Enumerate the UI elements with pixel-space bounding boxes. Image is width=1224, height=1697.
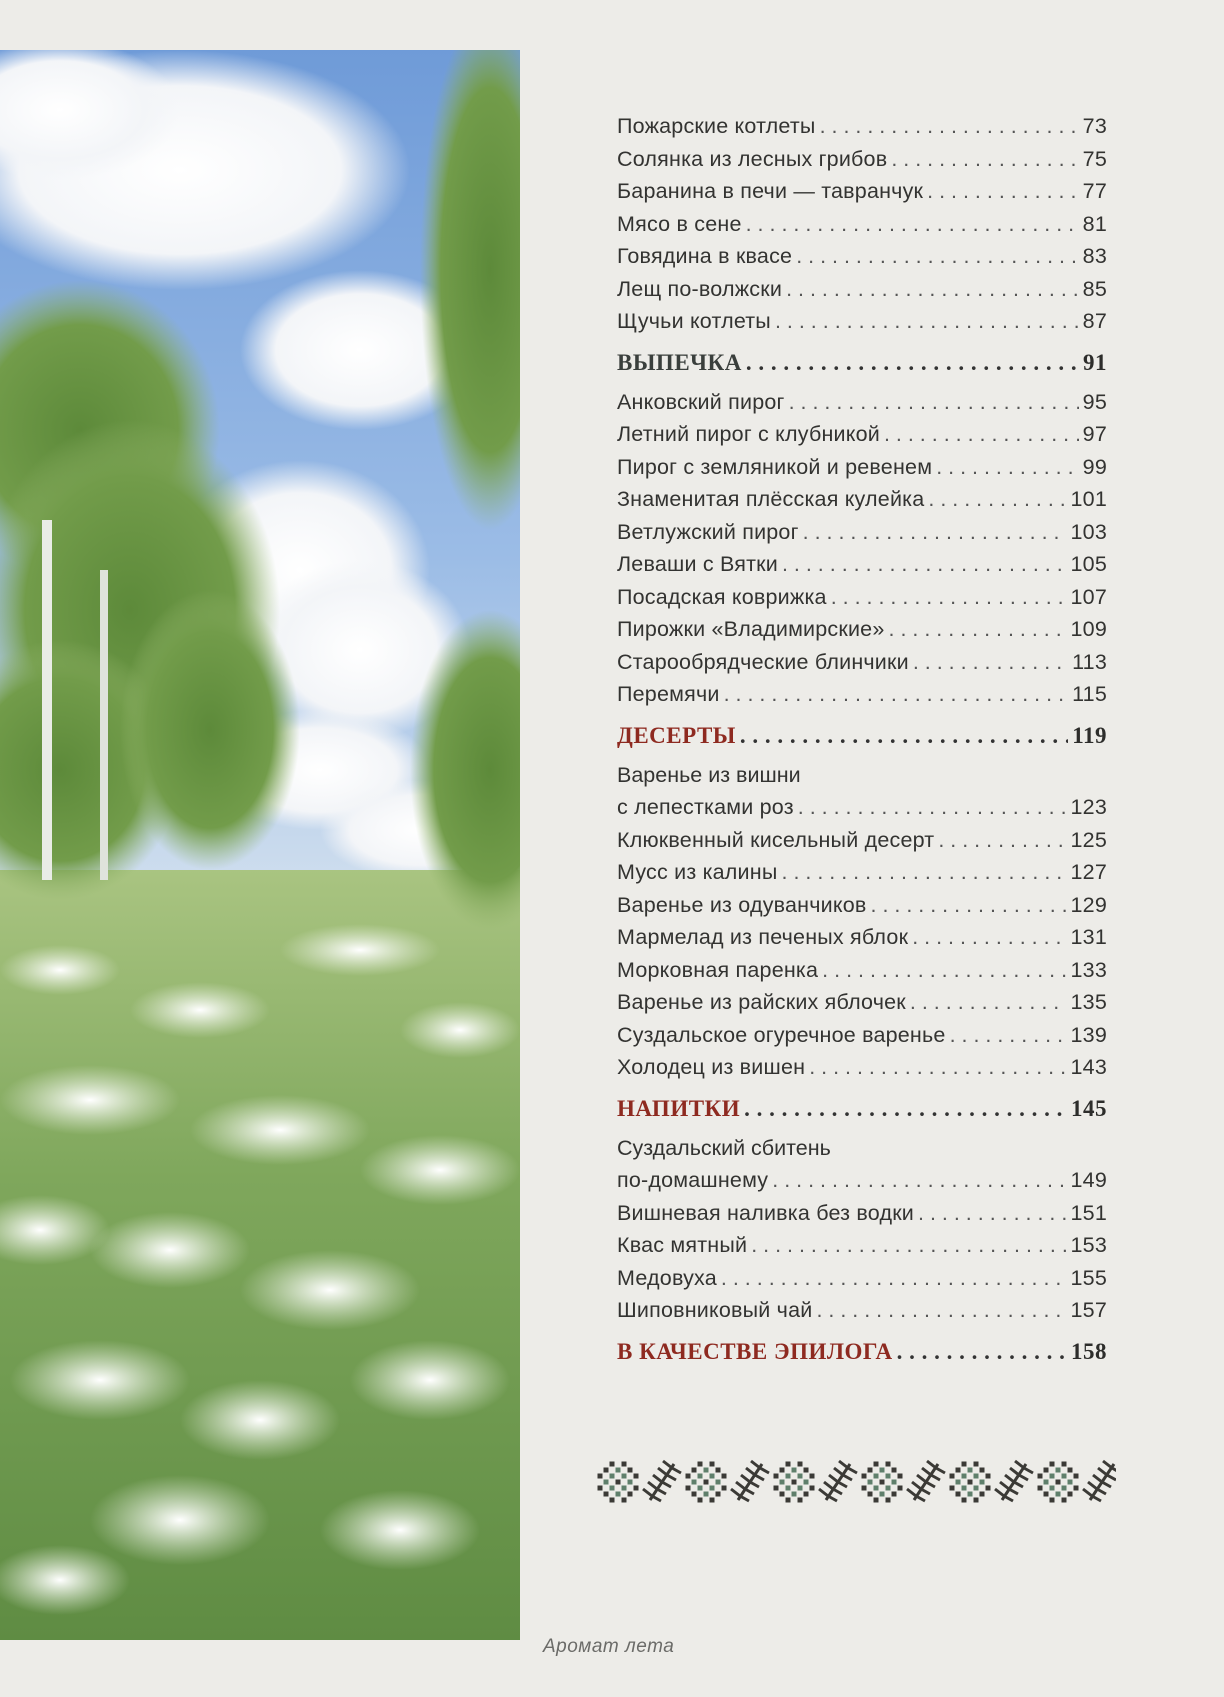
dot-leader xyxy=(724,678,1069,711)
toc-entry-title: Летний пирог с клубникой xyxy=(617,422,880,446)
toc-entry-first-line: Суздальский сбитень xyxy=(617,1135,831,1160)
toc-entry-page: 107 xyxy=(1070,584,1107,609)
toc-group-baking xyxy=(617,386,1107,711)
toc-entry[interactable] xyxy=(617,613,1107,646)
toc-entry[interactable] xyxy=(617,451,1107,484)
section-page: 158 xyxy=(1071,1338,1107,1364)
dot-leader xyxy=(928,483,1066,516)
toc-entry-title: по-домашнему xyxy=(617,1168,769,1192)
toc-entry-page: 87 xyxy=(1082,309,1107,333)
toc-entry[interactable] xyxy=(617,516,1107,549)
toc-entry[interactable] xyxy=(617,386,1107,419)
toc-section-desserts[interactable] xyxy=(617,713,1107,759)
toc-entry[interactable] xyxy=(617,954,1107,987)
toc-entry-title: Медовуха xyxy=(617,1265,717,1290)
toc-entry-title: Мясо в сене xyxy=(617,211,742,236)
ornament-rosette xyxy=(598,1462,639,1503)
toc-entry[interactable] xyxy=(617,1019,1107,1052)
dot-leader xyxy=(884,418,1079,451)
toc-entry[interactable] xyxy=(617,143,1107,176)
toc-entry-title: Суздальское огуречное варенье xyxy=(617,1022,946,1047)
section-title: В КАЧЕСТВЕ ЭПИЛОГА xyxy=(617,1338,893,1364)
toc-entry-page: 81 xyxy=(1082,211,1107,236)
dot-leader xyxy=(789,386,1079,419)
dot-leader xyxy=(809,1051,1066,1084)
toc-entry-title: Анковский пирог xyxy=(617,389,785,414)
toc-entry-page: 149 xyxy=(1070,1168,1107,1192)
toc-entry-page: 135 xyxy=(1070,990,1107,1014)
birch-meadow-photo xyxy=(0,50,520,1640)
toc-entry-title: Щучьи котлеты xyxy=(617,309,771,333)
ornament-branch xyxy=(1083,1461,1116,1501)
section-page: 119 xyxy=(1072,722,1107,748)
toc-entry-title: Пирог с земляникой и ревенем xyxy=(617,454,933,479)
toc-entry-title: Морковная паренка xyxy=(617,957,819,982)
dot-leader xyxy=(897,1329,1067,1375)
toc-entry[interactable] xyxy=(617,548,1107,581)
toc-entry-page: 109 xyxy=(1070,617,1107,641)
toc-entry-title: Баранина в печи — тавранчук xyxy=(617,179,924,203)
toc-section-drinks[interactable] xyxy=(617,1086,1107,1132)
toc-entry-page: 83 xyxy=(1082,244,1107,268)
toc-entry-title: Квас мятный xyxy=(617,1233,748,1257)
toc-entry-title: Солянка из лесных грибов xyxy=(617,146,888,171)
dot-leader xyxy=(927,175,1079,208)
dot-leader xyxy=(910,986,1067,1019)
ornament-branch xyxy=(819,1461,857,1501)
dot-leader xyxy=(831,581,1067,614)
toc-entry[interactable] xyxy=(617,921,1107,954)
toc-entry-page: 123 xyxy=(1070,795,1107,819)
dot-leader xyxy=(822,954,1066,987)
toc-entry-title: Лещ по-волжски xyxy=(617,276,783,301)
table-of-contents xyxy=(617,110,1107,1375)
toc-entry-page: 139 xyxy=(1070,1022,1107,1047)
ornament-branch xyxy=(731,1461,769,1501)
toc-entry-page: 127 xyxy=(1070,860,1107,884)
toc-entry-page: 131 xyxy=(1070,925,1107,949)
toc-entry-title: Мусс из калины xyxy=(617,860,778,884)
dot-leader xyxy=(816,1294,1066,1327)
dot-leader xyxy=(889,613,1067,646)
dot-leader xyxy=(871,889,1067,922)
toc-entry-page: 143 xyxy=(1070,1055,1107,1079)
toc-entry-page: 101 xyxy=(1070,487,1107,511)
ornament-rosette xyxy=(862,1462,903,1503)
toc-entry[interactable] xyxy=(617,1229,1107,1262)
dot-leader xyxy=(786,273,1079,306)
toc-entry[interactable] xyxy=(617,889,1107,922)
toc-group-desserts xyxy=(617,791,1107,1084)
toc-entry-page: 129 xyxy=(1070,892,1107,917)
toc-entry-page: 153 xyxy=(1070,1233,1107,1257)
dot-leader xyxy=(938,824,1066,857)
toc-entry-title: Говядина в квасе xyxy=(617,244,793,268)
toc-entry[interactable] xyxy=(617,273,1107,306)
toc-entry-title: Посадская коврижка xyxy=(617,584,827,609)
toc-entry-title: Ветлужский пирог xyxy=(617,519,799,544)
dot-leader xyxy=(796,240,1078,273)
toc-group-drinks xyxy=(617,1164,1107,1327)
dot-leader xyxy=(746,340,1079,386)
toc-entry-title: Пирожки «Владимирские» xyxy=(617,617,885,641)
toc-entry[interactable] xyxy=(617,986,1107,1019)
toc-section-baking[interactable] xyxy=(617,340,1107,386)
toc-entry-page: 75 xyxy=(1082,146,1107,171)
dot-leader xyxy=(775,305,1079,338)
folk-ornament-border xyxy=(590,1452,1116,1512)
toc-entry[interactable] xyxy=(617,1294,1107,1327)
toc-entry-page: 103 xyxy=(1070,519,1107,544)
ornament-branch xyxy=(907,1461,945,1501)
toc-entry-page: 157 xyxy=(1070,1298,1107,1322)
toc-entry-page: 85 xyxy=(1082,276,1107,301)
toc-entry-title: Старообрядческие блинчики xyxy=(617,649,909,674)
toc-entry-page: 151 xyxy=(1070,1200,1107,1225)
dot-leader xyxy=(772,1164,1066,1197)
toc-entry-page: 77 xyxy=(1082,179,1107,203)
toc-entry[interactable] xyxy=(617,678,1107,711)
dot-leader xyxy=(744,1086,1067,1132)
toc-entry[interactable] xyxy=(617,175,1107,208)
toc-entry[interactable] xyxy=(617,791,1107,824)
toc-entry[interactable] xyxy=(617,418,1107,451)
dot-leader xyxy=(936,451,1078,484)
dot-leader xyxy=(912,921,1066,954)
toc-entry-page: 113 xyxy=(1072,649,1107,674)
dot-leader xyxy=(746,208,1079,241)
dot-leader xyxy=(782,856,1067,889)
section-title: ВЫПЕЧКА xyxy=(617,349,742,375)
ornament-rosette xyxy=(950,1462,991,1503)
toc-entry[interactable] xyxy=(617,1051,1107,1084)
toc-entry-title: Холодец из вишен xyxy=(617,1055,806,1079)
dot-leader xyxy=(740,713,1068,759)
dot-leader xyxy=(782,548,1067,581)
toc-entry[interactable] xyxy=(617,581,1107,614)
ornament-branch xyxy=(995,1461,1033,1501)
toc-entry-title: Знаменитая плёсская кулейка xyxy=(617,487,925,511)
toc-entry-title: Варенье из одуванчиков xyxy=(617,892,867,917)
running-footer: Аромат лета xyxy=(543,1636,675,1657)
toc-entry-page: 105 xyxy=(1070,552,1107,576)
dot-leader xyxy=(721,1262,1067,1295)
dot-leader xyxy=(891,143,1078,176)
toc-entry[interactable] xyxy=(617,1164,1107,1197)
toc-entry-title: Пожарские котлеты xyxy=(617,114,816,138)
toc-entry-title: Шиповниковый чай xyxy=(617,1298,813,1322)
toc-entry-title: Клюквенный кисельный десерт xyxy=(617,827,935,852)
toc-entry-page: 73 xyxy=(1082,114,1107,138)
toc-entry-title: Перемячи xyxy=(617,682,720,706)
toc-entry-first-line: Варенье из вишни xyxy=(617,762,801,787)
toc-entry[interactable] xyxy=(617,824,1107,857)
dot-leader xyxy=(918,1197,1067,1230)
toc-entry[interactable] xyxy=(617,110,1107,143)
ornament-branch xyxy=(643,1461,681,1501)
section-title: НАПИТКИ xyxy=(617,1095,741,1121)
dot-leader xyxy=(950,1019,1067,1052)
section-page: 145 xyxy=(1071,1095,1107,1121)
section-page: 91 xyxy=(1083,349,1107,375)
ornament-rosette xyxy=(1038,1462,1079,1503)
toc-group-meat-fish xyxy=(617,110,1107,338)
dot-leader xyxy=(751,1229,1066,1262)
toc-entry[interactable] xyxy=(617,646,1107,679)
toc-entry-title: с лепестками роз xyxy=(617,795,794,819)
toc-entry-page: 115 xyxy=(1072,682,1107,706)
toc-entry[interactable] xyxy=(617,305,1107,338)
toc-entry-page: 95 xyxy=(1082,389,1107,414)
dot-leader xyxy=(820,110,1079,143)
section-title: ДЕСЕРТЫ xyxy=(617,722,736,748)
toc-entry-title: Леваши с Вятки xyxy=(617,552,778,576)
toc-entry-page: 155 xyxy=(1070,1265,1107,1290)
dot-leader xyxy=(913,646,1068,679)
dot-leader xyxy=(798,791,1067,824)
toc-entry[interactable] xyxy=(617,1262,1107,1295)
ornament-rosette xyxy=(686,1462,727,1503)
toc-entry[interactable] xyxy=(617,1197,1107,1230)
ornament-rosette xyxy=(774,1462,815,1503)
toc-entry-page: 133 xyxy=(1070,957,1107,982)
toc-entry-page: 97 xyxy=(1082,422,1107,446)
toc-entry[interactable] xyxy=(617,856,1107,889)
toc-entry-title: Варенье из райских яблочек xyxy=(617,990,906,1014)
toc-entry[interactable] xyxy=(617,240,1107,273)
toc-section-epilogue[interactable] xyxy=(617,1329,1107,1375)
toc-entry-page: 125 xyxy=(1070,827,1107,852)
toc-entry-page: 99 xyxy=(1082,454,1107,479)
toc-entry[interactable] xyxy=(617,483,1107,516)
toc-entry-title: Вишневая наливка без водки xyxy=(617,1200,915,1225)
dot-leader xyxy=(803,516,1067,549)
toc-entry-title: Мармелад из печеных яблок xyxy=(617,925,909,949)
toc-entry[interactable] xyxy=(617,208,1107,241)
